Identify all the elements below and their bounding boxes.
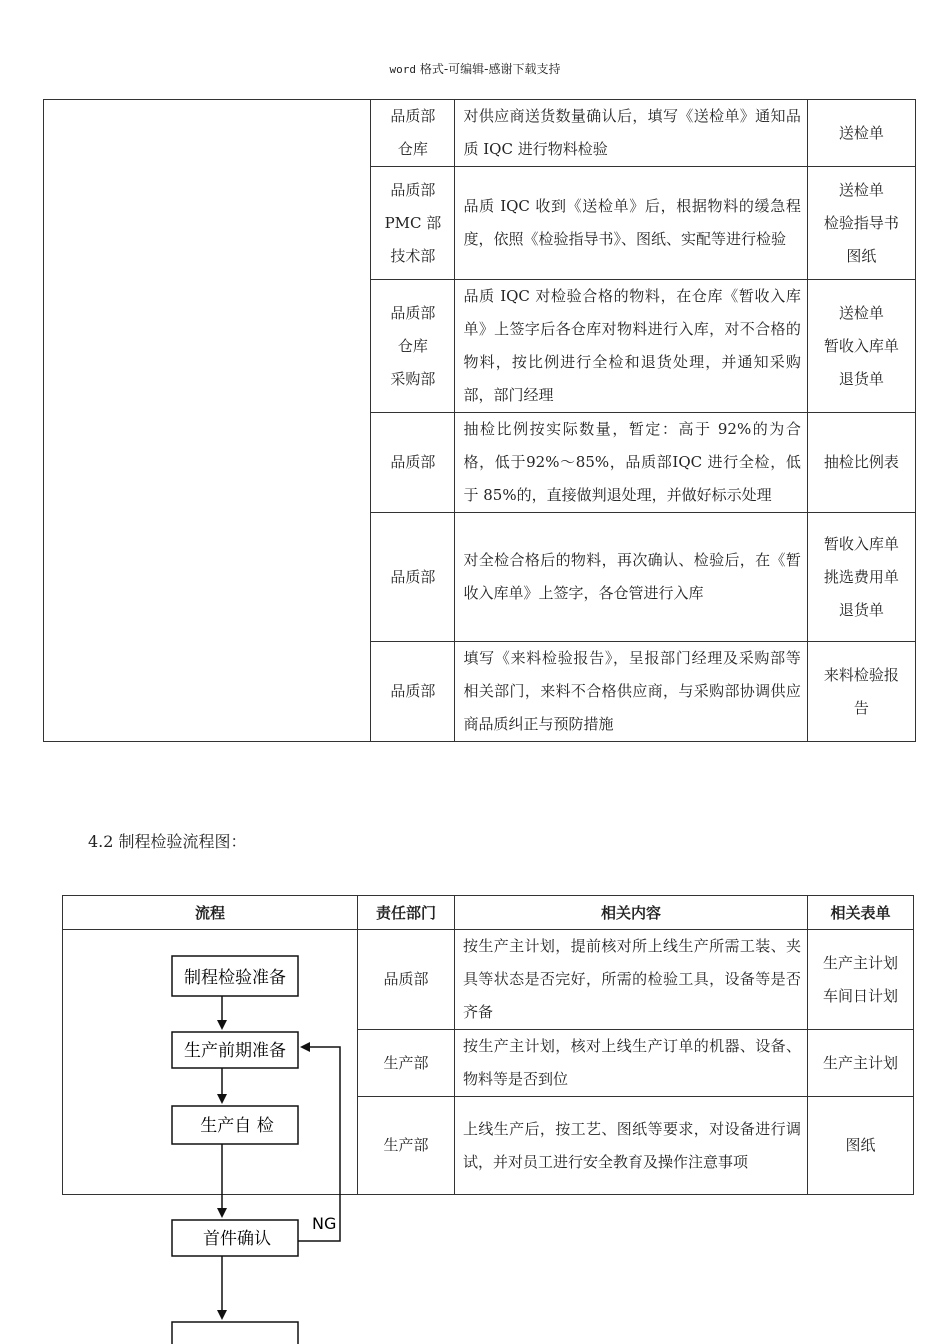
flow-node-prep-label: 制程检验准备: [184, 968, 286, 988]
header-dept: 责任部门: [358, 896, 455, 930]
form-cell: 生产主计划 车间日计划: [808, 930, 914, 1030]
flow-node-pre-production: [172, 1032, 298, 1068]
header-content: 相关内容: [455, 896, 808, 930]
content-cell: 按生产主计划，核对上线生产订单的机器、设备、物料等是否到位: [455, 1030, 808, 1097]
flow-node-next-partial: [172, 1322, 298, 1344]
flow-node-first-article: [172, 1220, 298, 1256]
incoming-inspection-table: [43, 99, 916, 742]
ng-label: NG: [312, 1214, 337, 1233]
table-row: [44, 100, 916, 167]
dept-cell: 品质部: [371, 642, 455, 742]
content-cell: 填写《来料检验报告》，呈报部门经理及采购部等相关部门，来料不合格供应商，与采购部协调供应商品质纠正与预防措施: [455, 642, 807, 742]
flow-node-first-article-label: 首件确认: [203, 1229, 271, 1249]
dept-cell: 生产部: [358, 1097, 455, 1195]
content-cell: 品质 IQC 对检验合格的物料，在仓库《暂收入库单》上签字后各仓库对物料进行入库，对不合格的物料，按比例进行全检和退货处理，并通知采购部，部门经理: [455, 280, 807, 413]
header-flow: 流程: [63, 896, 358, 930]
content-cell: 按生产主计划，提前核对所上线生产所需工装、夹具等状态是否完好，所需的检验工具，设备等是否齐备: [455, 930, 808, 1030]
content-cell: 对全检合格后的物料，再次确认、检验后，在《暂收入库单》上签字，各仓管进行入库: [455, 513, 807, 642]
header-text: 格式-可编辑-感谢下载支持: [419, 62, 561, 76]
dept-cell: 品质部: [371, 413, 455, 513]
content-cell: 对供应商送货数量确认后，填写《送检单》通知品质 IQC 进行物料检验: [455, 100, 807, 167]
flow-node-prep: [172, 956, 298, 996]
dept-cell: 品质部 仓库: [371, 100, 455, 167]
flow-node-self-check-label: 生产自 检: [200, 1116, 274, 1136]
header-form: 相关表单: [808, 896, 914, 930]
flow-node-self-check: [172, 1106, 298, 1144]
content-cell: 上线生产后，按工艺、图纸等要求，对设备进行调试，并对员工进行安全教育及操作注意事项: [455, 1097, 808, 1195]
form-cell: 送检单 暂收入库单 退货单: [807, 280, 915, 413]
content-cell: 抽检比例按实际数量，暂定：高于 92%的为合格，低于92%～85%，品质部IQC 进行全检，低于 85%的，直接做判退处理，并做好标示处理: [455, 413, 807, 513]
dept-cell: 品质部 仓库 采购部: [371, 280, 455, 413]
content-cell: 品质 IQC 收到《送检单》后，根据物料的缓急程度，依照《检验指导书》、图纸、实配等进行检验: [455, 167, 807, 280]
dept-cell: 品质部: [358, 930, 455, 1030]
page-header: [0, 60, 950, 77]
dept-cell: 品质部 PMC 部 技术部: [371, 167, 455, 280]
flow-column-cell: [44, 100, 371, 742]
form-cell: 抽检比例表: [807, 413, 915, 513]
form-cell: 生产主计划: [808, 1030, 914, 1097]
form-cell: 图纸: [808, 1097, 914, 1195]
section-title: 4.2 制程检验流程图：: [88, 832, 247, 851]
header-prefix: word: [389, 63, 416, 76]
form-cell: 送检单: [807, 100, 915, 167]
dept-cell: 生产部: [358, 1030, 455, 1097]
flow-node-pre-production-label: 生产前期准备: [184, 1041, 286, 1061]
form-cell: 送检单 检验指导书 图纸: [807, 167, 915, 280]
dept-cell: 品质部: [371, 513, 455, 642]
form-cell: 暂收入库单 挑选费用单 退货单: [807, 513, 915, 642]
table-header-row: [63, 896, 914, 930]
form-cell: 来料检验报 告: [807, 642, 915, 742]
